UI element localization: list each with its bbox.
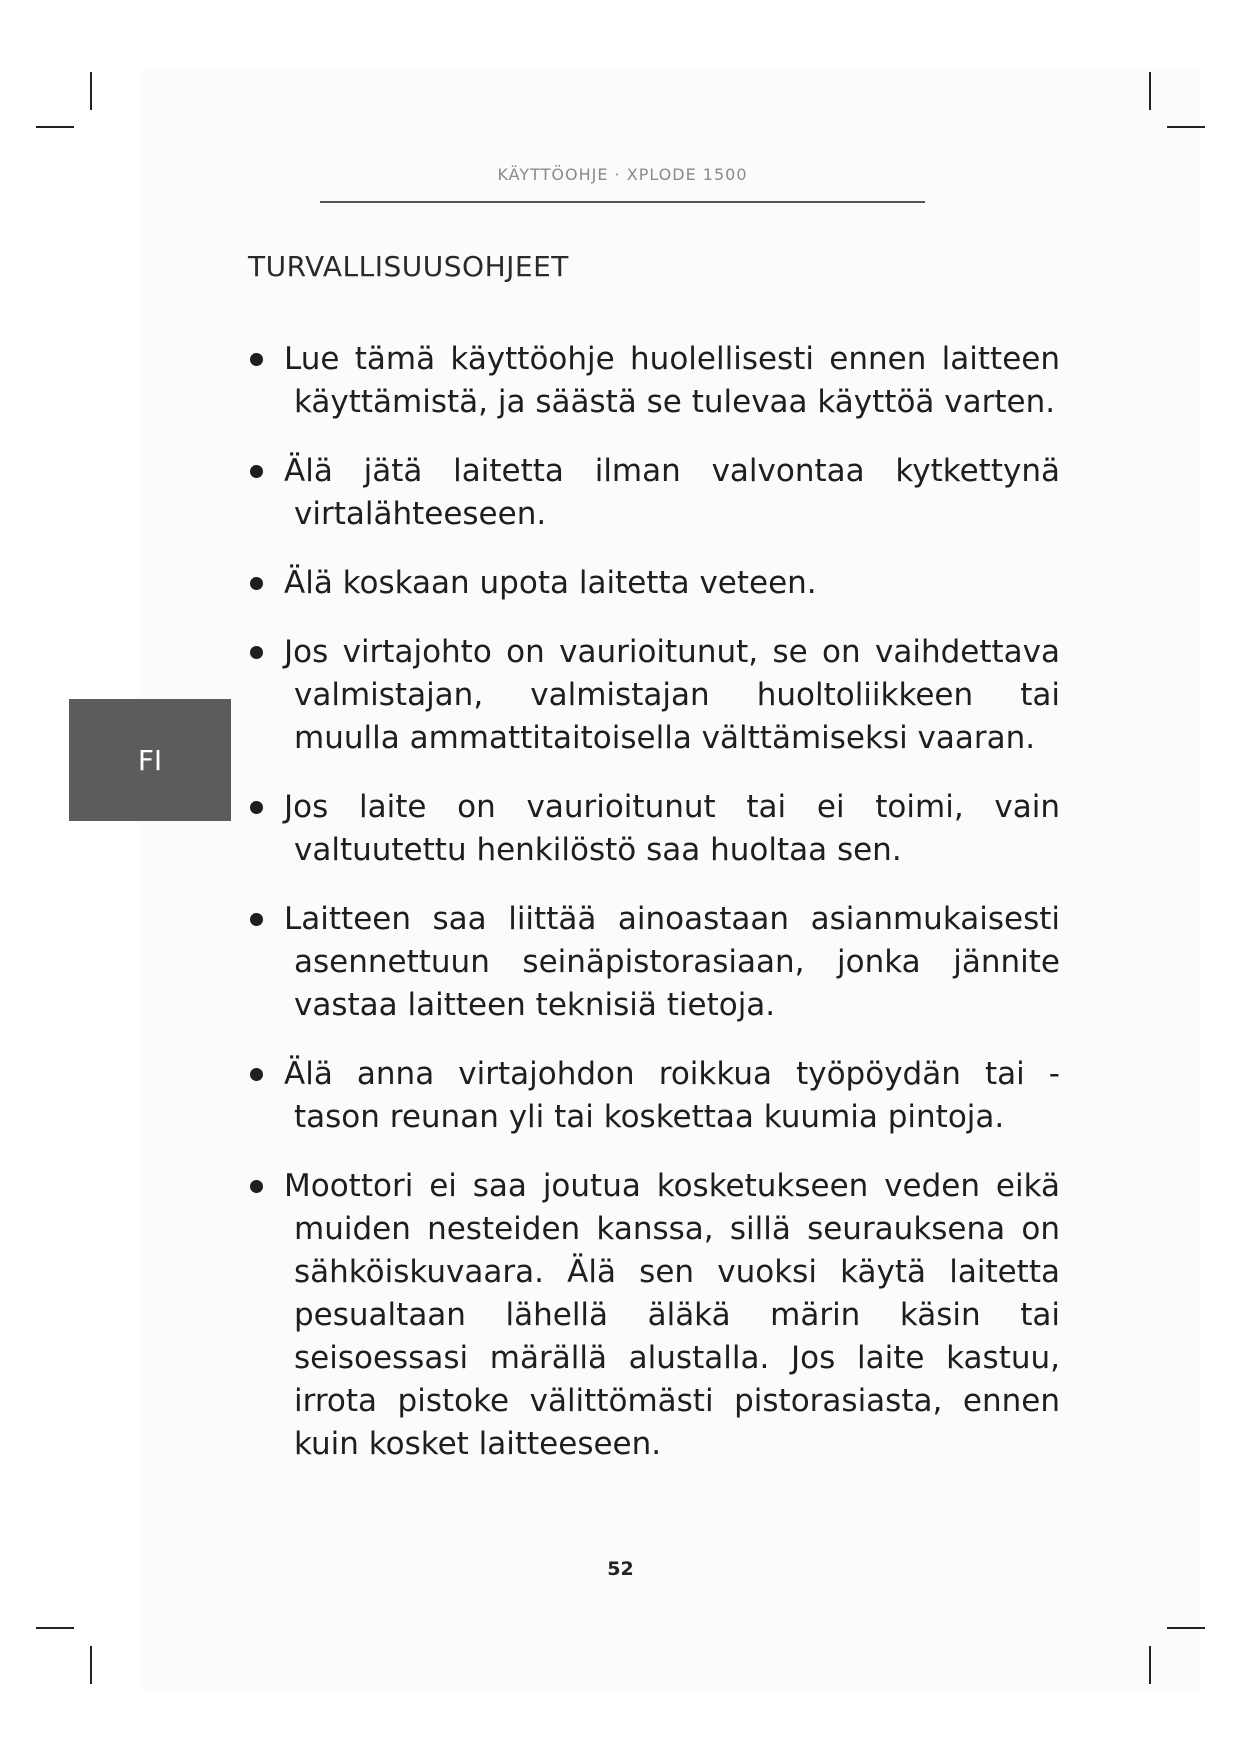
instruction-item bbox=[248, 786, 1060, 872]
crop-mark-top-left-horizontal bbox=[36, 126, 74, 128]
bullet-dot-icon bbox=[250, 1068, 263, 1081]
crop-mark-top-right-horizontal bbox=[1167, 126, 1205, 128]
running-header: KÄYTTÖOHJE · XPLODE 1500 bbox=[497, 165, 748, 184]
crop-mark-bottom-left-vertical bbox=[90, 1646, 92, 1684]
bullet-dot-icon bbox=[250, 465, 263, 478]
safety-instructions-list bbox=[248, 338, 1060, 1492]
bullet-dot-icon bbox=[250, 913, 263, 926]
crop-mark-bottom-right-horizontal bbox=[1167, 1627, 1205, 1629]
instruction-item bbox=[248, 1053, 1060, 1139]
bullet-dot-icon bbox=[250, 353, 263, 366]
language-tab-label: FI bbox=[137, 743, 163, 777]
instruction-item bbox=[248, 338, 1060, 424]
instruction-text: Jos laite on vaurioitunut tai ei toimi, vain valtuutettu henkilöstö saa huoltaa sen. bbox=[284, 789, 1060, 868]
bullet-dot-icon bbox=[250, 801, 263, 814]
instruction-text: Laitteen saa liittää ainoastaan asianmukaisesti asennettuun seinäpistorasiaan, jonka jännite vastaa laitteen teknisiä tietoja. bbox=[284, 901, 1060, 1023]
instruction-item bbox=[248, 631, 1060, 760]
instruction-item bbox=[248, 562, 1060, 605]
instruction-text: Lue tämä käyttöohje huolellisesti ennen laitteen käyttämistä, ja säästä se tulevaa käyttöä varten. bbox=[284, 341, 1060, 420]
instruction-item bbox=[248, 898, 1060, 1027]
instruction-text: Älä anna virtajohdon roikkua työpöydän tai -tason reunan yli tai koskettaa kuumia pintoja. bbox=[284, 1056, 1060, 1135]
bullet-dot-icon bbox=[250, 1180, 263, 1193]
instruction-item bbox=[248, 450, 1060, 536]
crop-mark-bottom-left-horizontal bbox=[36, 1627, 74, 1629]
crop-mark-bottom-right-vertical bbox=[1149, 1646, 1151, 1684]
section-title: TURVALLISUUSOHJEET bbox=[248, 250, 569, 283]
crop-mark-top-left-vertical bbox=[90, 72, 92, 110]
instruction-text: Älä jätä laitetta ilman valvontaa kytkettynä virtalähteeseen. bbox=[284, 453, 1060, 532]
instruction-text: Moottori ei saa joutua kosketukseen veden eikä muiden nesteiden kanssa, sillä seurauksena on sähköiskuvaara. Älä sen vuoksi käytä laitetta pesualtaan lähellä äläkä märin käsin tai seisoessasi märällä alustalla. Jos laite kastuu, irrota pistoke välittömästi pistorasiasta, ennen kuin kosket laitteeseen. bbox=[284, 1168, 1060, 1462]
instruction-text: Jos virtajohto on vaurioitunut, se on vaihdettava valmistajan, valmistajan huoltoliikkeen tai muulla ammattitaitoisella välttämiseksi vaaran. bbox=[284, 634, 1060, 756]
instruction-item bbox=[248, 1165, 1060, 1466]
crop-mark-top-right-vertical bbox=[1149, 72, 1151, 110]
page-number: 52 bbox=[607, 1558, 634, 1580]
instruction-text: Älä koskaan upota laitetta veteen. bbox=[284, 565, 817, 601]
bullet-dot-icon bbox=[250, 646, 263, 659]
language-tab bbox=[69, 699, 231, 821]
header-rule bbox=[320, 201, 925, 203]
bullet-dot-icon bbox=[250, 577, 263, 590]
